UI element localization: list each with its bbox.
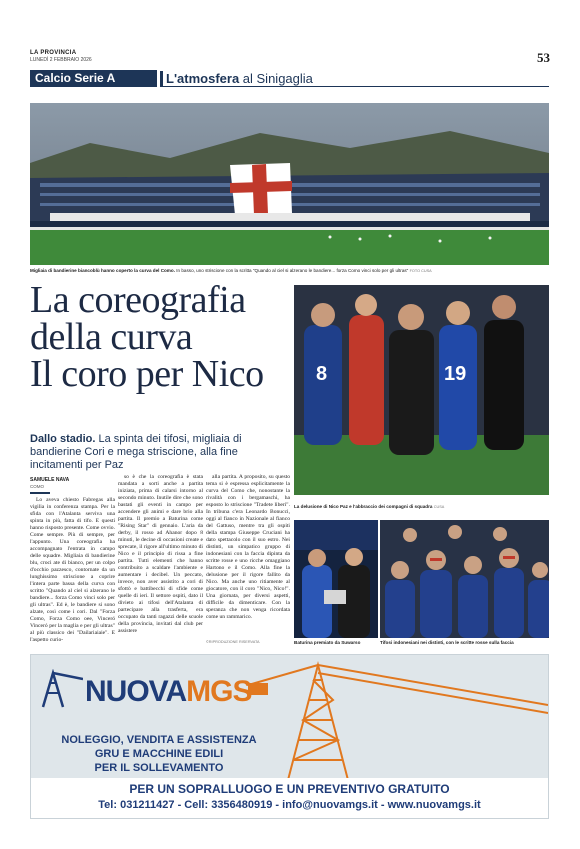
- fans-caption-text: Tifosi indonesiani nei distinti, con le scritte rosse sulla faccia: [380, 640, 514, 645]
- section-label: Calcio Serie A: [30, 70, 157, 87]
- top-photo-credit: FOTO CUSA: [409, 269, 432, 273]
- indonesian-fans-photo: [380, 520, 549, 638]
- headline-line-2: della curva: [30, 316, 193, 358]
- reproduction-notice: ©RIPRODUZIONE RISERVATA: [206, 640, 260, 644]
- column-3-text: alla partita. A proposito, su questo tema si è espressa esplicitamente la curva del Como che, nonostante la rivalità con i bergamaschi, ha esposto lo striscione "Tradete liberi". In tribuna c'era Leonardo Bonucci, oggi al fianco in Nazionale al fianco del Gattuso, mentre tra gli ospiti della stampa Giuseppe Cruciani ha dato spettacolo con il suo estro. Nei distinti, un simpatico gruppo di indonesiani con la faccia dipinta da scritte rosse e uno ricche omaggiano Hartono e il Como. Alla fine la delusione per il rigore fallito da Nico. Ma anche uno ritiamente al giocatore, con il coro "Nico, Nico!". Una giornata, per diversi aspetti, difficile da dimenticare. Con la speranza che non venga ricordata come un rammarico.: [206, 474, 290, 620]
- deck: [30, 433, 292, 472]
- fans-caption: [380, 640, 549, 645]
- byline-rule: [30, 492, 50, 494]
- headline-line-1: La coreografia: [30, 279, 246, 321]
- brand-second: MGS: [186, 675, 252, 708]
- dateline: LUNEDÌ 2 FEBBRAIO 2026: [30, 57, 92, 63]
- ad-contacts[interactable]: Tel: 031211427 - Cell: 3356480919 - info@nuovamgs.it - www.nuovamgs.it: [98, 799, 481, 811]
- deck-bold: Dallo stadio.: [30, 433, 96, 445]
- advertisement[interactable]: [30, 654, 549, 819]
- ad-line-2: GRU E MACCHINE EDILI: [94, 748, 224, 760]
- baturina-award-photo: [294, 520, 378, 638]
- players-photo-caption: [294, 504, 549, 509]
- top-caption-bold: Migliaia di bandierine biancoblù hanno coperto la curva del Como.: [30, 268, 175, 273]
- subsection-label: [160, 70, 549, 87]
- players-photo-credit: CUSA: [433, 505, 445, 509]
- headline-line-3: Il coro per Nico: [30, 353, 264, 395]
- top-caption-rest: In basso, uno striscione con la scritta "Quando al ciel si alzerano le bandiere... forza Como vinci solo per gli ultras": [174, 268, 409, 273]
- players-photo: [294, 285, 549, 495]
- baturina-caption: [294, 640, 378, 645]
- baturina-caption-text: Baturina premiato da Suwarso: [294, 640, 361, 645]
- subsection-rest: al Sinigaglia: [239, 71, 313, 86]
- dateline-city: COMO: [30, 484, 44, 489]
- column-1-text: Lo aveva chiesto Fabregas alla vigilia in conferenza stampa. Per la sfida con l'Atalanta serviva una spinta in più, fatta di tifo. E questi hanno risposto presente. Come ovvio. Come sempre. Più di sempre, per l'appunto. Una coreografia ha accompagnato l'entrata in campo delle squadre. Migliaia di bandierine blu, croci ate di bianco, per un colpo d'occhio pazzesco, contornate da un lunghissimo striscione a coprire l'intera parte bassa della curva con scritto "Quando al ciel si alzerano le bandiere... forza Como vinci solo per gli ultras". Ed è, le bandiere si sono alzate, così come i cori. Dal "Forza Como, Forza Como oee, Vinceró Vinceró per la maglia e per gli ultras" al più classico dei "Dailariaiaie". E l'aspetto curio-: [30, 497, 115, 643]
- masthead: LA PROVINCIA: [30, 50, 77, 56]
- crane-illustration: [248, 655, 548, 780]
- article-column-2: [118, 474, 203, 635]
- ad-services: [49, 733, 269, 775]
- players-caption-bold: La delusione di Nico Paz e l'abbraccio dei compagni di squadra: [294, 504, 433, 509]
- subsection-bold: L'atmosfera: [166, 71, 240, 86]
- ad-line-3: PER IL SOLLEVAMENTO: [94, 762, 224, 774]
- article-column-3: [206, 474, 290, 621]
- nuovamgs-logo: [39, 669, 252, 709]
- ad-line-1: NOLEGGIO, VENDITA E ASSISTENZA: [61, 734, 257, 746]
- top-photo-caption: [30, 268, 549, 273]
- svg-text:8: 8: [316, 363, 328, 385]
- brand-first: NUOVA: [85, 675, 187, 708]
- stadium-choreography-photo: [30, 103, 549, 265]
- column-2-text: so è che la coreografia è stata mandata a sorti anche a partita iniziata, prima di calarsi intorno al secondo minuto. Inutile dire che sono bastati gli eventi in campo per accendere gli animi e dare brio alla partita. Il premio a Baturina come "Rising Star" di gennaio. L'aria da derby, il rosso ad Ahanor dopo 8 minuti, le decine di occasioni create e sprecate, il rigore all'ultimo minuto di Nico e il principio di rissa a fine partita. Tutti elementi che hanno contribuito a scaldare l'ambiente e aumentare i decibel. Un peccato, invece, non aver assistito a cori di sfottò e battibecchi di sfide come quelle di ieri. Il settore ospiti, dato il divieto ai tifosi dell'Atalanta di partecipare alla trasferta, era occupato da tanti ragazzi delle scuole della provincia, invitati dal club per assistere: [118, 474, 203, 634]
- ad-contact-strip: [31, 778, 548, 818]
- article-column-1: [30, 497, 115, 644]
- author: SAMUELE NAVA: [30, 477, 70, 483]
- svg-text:19: 19: [444, 363, 467, 385]
- page-number: 53: [537, 50, 550, 65]
- deck-rest: La spinta dei tifosi, migliaia di bandierine Cori e mega striscione, alla fine incitamenti per Paz: [30, 433, 242, 471]
- headline: [30, 279, 290, 395]
- ad-offer: PER UN SOPRALLUOGO E UN PREVENTIVO GRATUITO: [129, 782, 450, 796]
